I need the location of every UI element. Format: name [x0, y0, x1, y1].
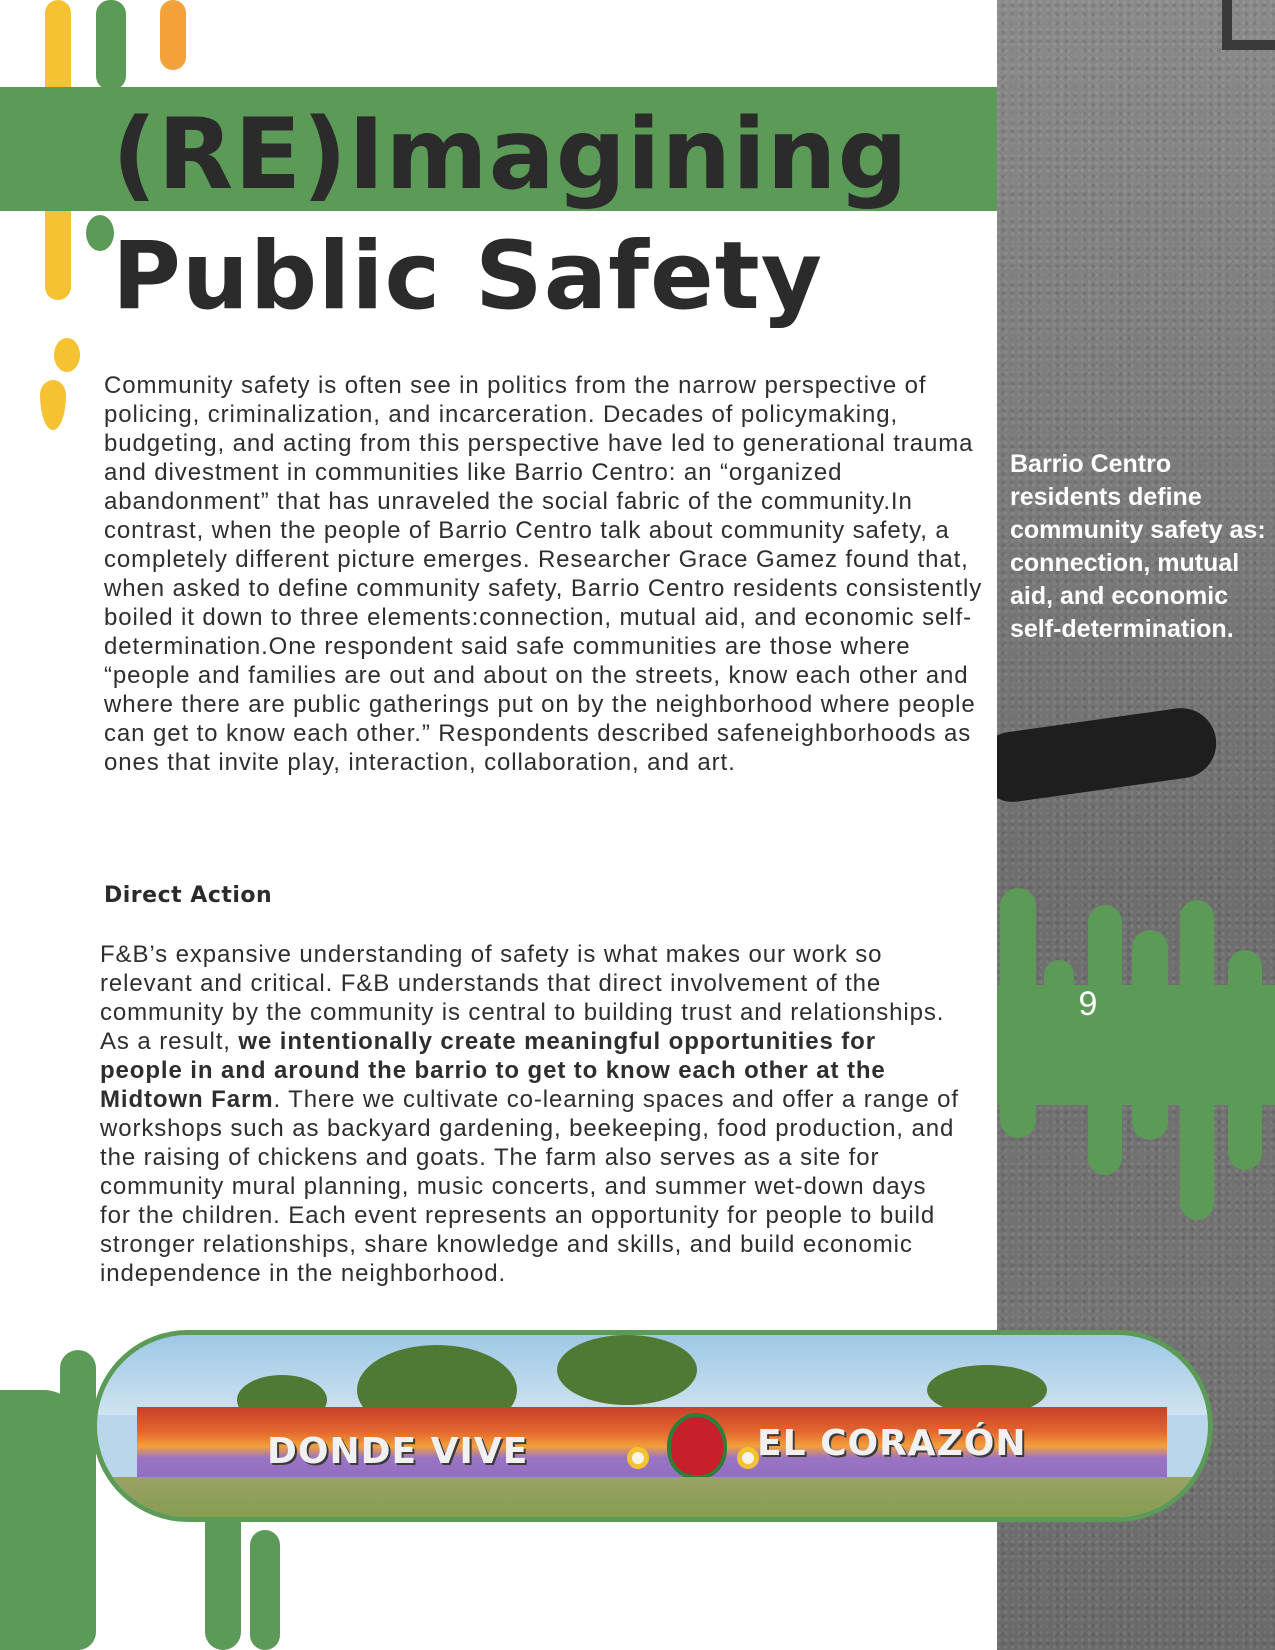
yellow-drop: [40, 380, 66, 430]
page-title-line-2: Public Safety: [112, 222, 823, 331]
section-paragraph: [100, 940, 960, 1288]
side-drip: [1088, 905, 1122, 1175]
mural-text-left: DONDE VIVE: [267, 1431, 529, 1472]
page-number: 9: [1078, 985, 1098, 1023]
bottom-drip: [30, 1470, 66, 1650]
section-text-bold: we intentionally create meaningful opportunities for people in and around the barrio to get to know each other at the Midtown Farm: [100, 1028, 886, 1113]
green-drip: [96, 0, 126, 90]
photo-grass: [97, 1477, 1208, 1522]
bottom-drip: [205, 1500, 241, 1650]
side-drip: [1000, 888, 1036, 1138]
section-text-end: . There we cultivate co-learning spaces and offer a range of workshops such as backyard gardening, beekeeping, food production, and the raising of chickens and goats. The farm also serves as a site for community mural planning, music concerts, and summer wet-down days for the children. Each event represents an opportunity for people to build stronger relationships, share knowledge and skills, and build economic independence in the neighborhood.: [100, 1086, 959, 1287]
side-drip: [1044, 960, 1074, 1090]
flower-icon: [737, 1447, 759, 1469]
side-drip: [1228, 950, 1262, 1170]
page-title-line-1: (RE)Imagining: [112, 98, 909, 212]
bottom-drip: [250, 1530, 280, 1650]
side-pull-quote: Barrio Centro residents define community safety as: connection, mutual aid, and economic self-determination.: [1010, 450, 1266, 643]
intro-paragraph: Community safety is often see in politics from the narrow perspective of policing, criminalization, and incarceration. Decades of policymaking, budgeting, and acting from this perspective have led to generational trauma and divestment in communities like Barrio Centro: an “organized abandonment” that has unraveled the social fabric of the community.In contrast, when the people of Barrio Centro talk about community safety, a completely different picture emerges. Researcher Grace Gamez found that, when asked to define community safety, Barrio Centro residents consistently boiled it down to three elements:connection, mutual aid, and economic self-determination.One respondent said safe communities are those where “people and families are out and about on the streets, know each other and where there are public gatherings put on by the neighborhood where people can get to know each other.” Respondents described safeneighborhoods as ones that invite play, interaction, collaboration, and art.: [104, 372, 983, 776]
paint-stroke: [997, 704, 1221, 807]
mural-text-right: EL CORAZÓN: [757, 1423, 1027, 1464]
yellow-dot: [54, 338, 80, 372]
mural-photo: [92, 1330, 1213, 1522]
flower-icon: [627, 1447, 649, 1469]
orange-drip: [160, 0, 186, 70]
photo-tree: [557, 1335, 697, 1405]
section-text-start: F&B’s expansive understanding of safety is what makes our work so relevant and critical. F&B understands that direct involvement of the community by the community is central to building trust and relationships. As a result,: [100, 941, 945, 1055]
section-heading: Direct Action: [104, 883, 273, 908]
heart-icon: [667, 1413, 727, 1479]
side-drip: [1132, 930, 1168, 1140]
side-drip: [1180, 900, 1214, 1220]
green-dot: [86, 215, 114, 251]
wall-bracket: [1222, 0, 1275, 50]
